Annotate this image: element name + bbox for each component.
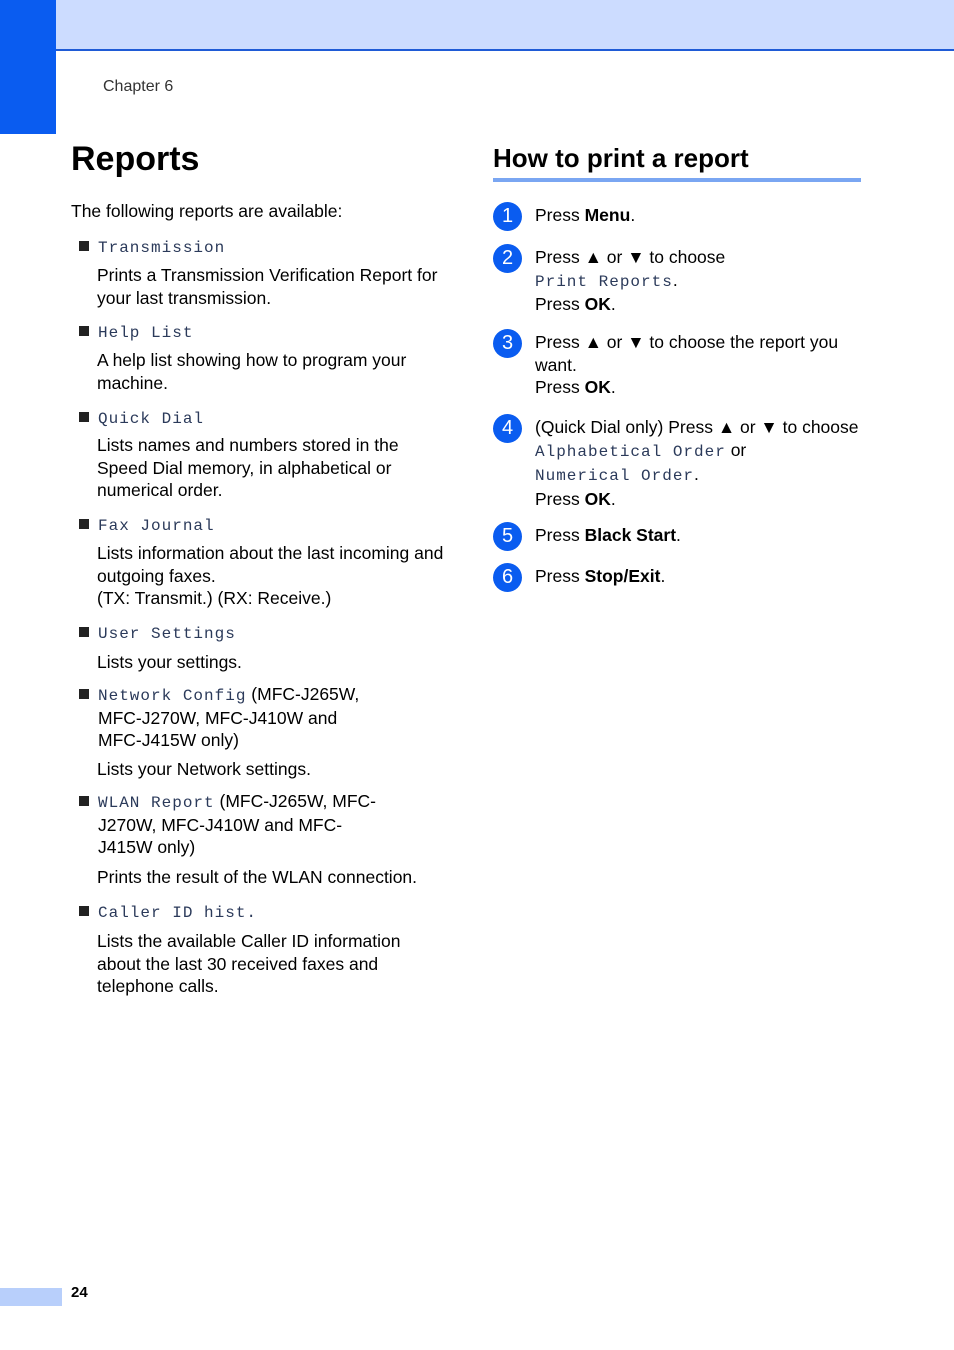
step-key: OK xyxy=(584,488,611,509)
chapter-tab xyxy=(0,0,56,134)
bullet-icon xyxy=(79,906,89,916)
step-key: Black Start xyxy=(584,525,677,545)
step-key: Stop/Exit xyxy=(584,566,661,586)
step-text: Press xyxy=(535,377,585,397)
report-desc: Lists the available Caller ID information about the last 30 received faxes and telephone calls. xyxy=(97,931,401,996)
step-text: Press xyxy=(535,488,585,509)
report-desc-line: Lists information about the last incoming and outgoing faxes. xyxy=(97,543,444,586)
report-desc: Prints the result of the WLAN connection. xyxy=(97,867,418,887)
report-name: Transmission xyxy=(98,239,226,257)
bullet-icon xyxy=(79,241,89,251)
report-desc-line: (TX: Transmit.) (RX: Receive.) xyxy=(97,588,332,608)
bullet-icon xyxy=(79,689,89,699)
report-item-network-config xyxy=(79,683,379,751)
step-text: . xyxy=(610,294,616,314)
report-note: (MFC-J265W, MFC-J270W, MFC-J410W and MFC-J415W only) xyxy=(98,684,360,750)
step-text: Press xyxy=(535,294,585,314)
step-key: Menu xyxy=(584,205,631,225)
step-number: 6 xyxy=(493,563,522,592)
intro-text: The following reports are available: xyxy=(71,201,343,221)
step-key: OK xyxy=(584,294,611,314)
report-item-user-settings xyxy=(79,621,449,645)
step-text: . xyxy=(630,205,636,225)
report-note: (MFC-J265W, MFC-J270W, MFC-J410W and MFC-J415W only) xyxy=(98,791,377,857)
step-text: . xyxy=(610,377,616,397)
report-name: Help List xyxy=(98,324,194,342)
report-name: Quick Dial xyxy=(98,410,205,428)
step-text: Press xyxy=(535,205,585,225)
report-name: WLAN Report xyxy=(98,794,215,812)
step-key: OK xyxy=(584,377,611,397)
report-item-transmission xyxy=(79,235,449,259)
step-text: . xyxy=(672,269,678,290)
menu-option: Alphabetical Order xyxy=(535,442,726,461)
bullet-icon xyxy=(79,627,89,637)
report-desc xyxy=(97,542,447,610)
bullet-icon xyxy=(79,519,89,529)
chapter-label: Chapter 6 xyxy=(103,78,174,95)
step-number: 2 xyxy=(493,244,522,273)
section-title: How to print a report xyxy=(493,143,749,173)
report-name: Fax Journal xyxy=(98,517,215,535)
page-number: 24 xyxy=(71,1284,88,1301)
report-name: Network Config xyxy=(98,687,247,705)
section-title-rule xyxy=(493,178,861,182)
page-title: Reports xyxy=(71,140,200,178)
step-number: 1 xyxy=(493,202,522,231)
step-text: (Quick Dial only) Press ▲ or ▼ to choose xyxy=(535,417,859,437)
bullet-icon xyxy=(79,412,89,422)
step-text: . xyxy=(676,525,681,545)
bullet-icon xyxy=(79,326,89,336)
step-number: 4 xyxy=(493,414,522,443)
bullet-icon xyxy=(79,796,89,806)
footer-band xyxy=(0,1288,62,1306)
report-desc: Prints a Transmission Verification Report for your last transmission. xyxy=(97,265,438,308)
step-text: . xyxy=(610,488,616,509)
report-desc: Lists your Network settings. xyxy=(97,759,311,779)
step-text: or xyxy=(725,439,747,460)
report-item-wlan-report xyxy=(79,790,379,858)
menu-option: Print Reports xyxy=(535,272,673,291)
step-text: Press ▲ or ▼ to choose xyxy=(535,247,726,267)
menu-option: Numerical Order xyxy=(535,467,695,485)
report-desc: Lists names and numbers stored in the Speed Dial memory, in alphabetical or numerical order. xyxy=(97,435,399,500)
step-text: Press xyxy=(535,525,585,545)
step-number: 5 xyxy=(493,522,522,551)
step-text: Press xyxy=(535,566,585,586)
report-item-help-list xyxy=(79,320,449,344)
step-number: 3 xyxy=(493,329,522,358)
report-name: User Settings xyxy=(98,625,236,643)
report-item-fax-journal xyxy=(79,513,449,537)
report-item-quick-dial xyxy=(79,406,449,430)
report-desc: A help list showing how to program your machine. xyxy=(97,350,407,393)
step-text: . xyxy=(660,566,666,586)
report-desc: Lists your settings. xyxy=(97,652,242,672)
report-item-caller-id-hist xyxy=(79,900,449,924)
step-text: Press ▲ or ▼ to choose the report you want. xyxy=(535,332,839,375)
header-band xyxy=(0,0,954,51)
report-name: Caller ID hist. xyxy=(98,904,258,922)
step-text: . xyxy=(694,464,699,484)
